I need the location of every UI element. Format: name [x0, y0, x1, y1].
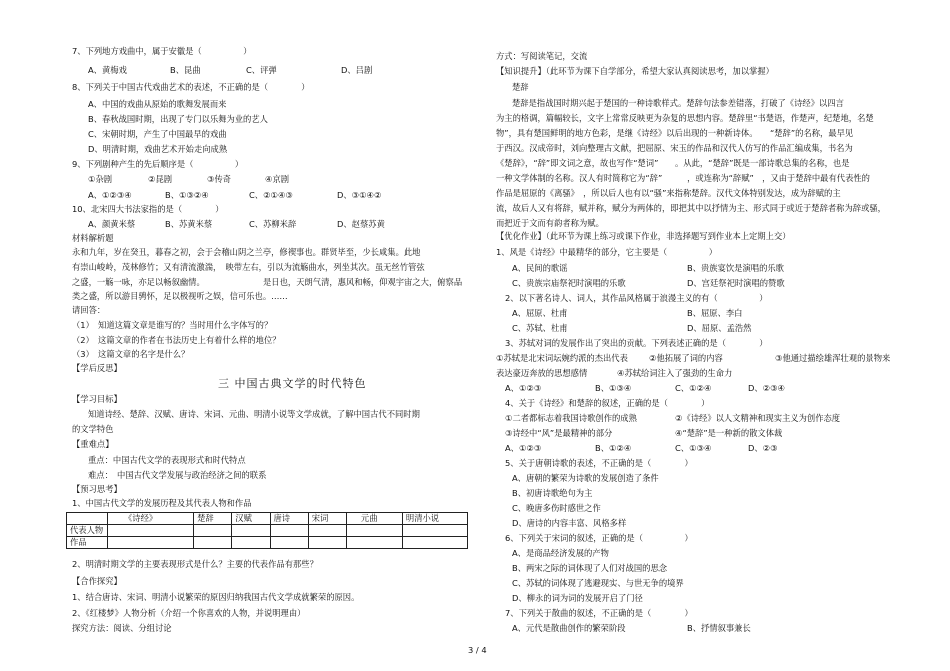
option-d: D、②③ — [748, 443, 778, 453]
option-a: A、元代是散曲创作的繁荣阶段 — [512, 623, 626, 633]
statement: ③他通过描绘雄浑壮观的景物来 — [775, 353, 891, 363]
option-b: B、①③④ — [595, 383, 632, 393]
prep-heading: 【预习思考】 — [72, 484, 122, 494]
table-cell[interactable] — [108, 537, 194, 549]
statement: ①二者都标志着我国诗歌创作的成熟 — [505, 413, 637, 423]
literature-table — [66, 512, 468, 549]
key-heading: 【重难点】 — [72, 439, 114, 449]
option-a: A、颜黄米蔡 — [88, 219, 136, 229]
table-cell[interactable] — [232, 525, 270, 537]
passage-line: 作品是屈原的《离骚》 ，所以后人也有以“骚”来指称楚辞。汉代文体特别发达，成为辞赋的主 — [496, 188, 841, 198]
prep-line: 2、明清时期文学的主要表现形式是什么？主要的代表作品有那些？ — [72, 559, 318, 569]
sub-question: （2） 这篇文章的作者在书法历史上有着什么样的地位？ — [72, 335, 281, 345]
coop-line: 1、结合唐诗、宋词、明清小说繁荣的原因归纳我国古代文学成就繁荣的原因。 — [72, 592, 360, 602]
option-d: D、②③④ — [748, 383, 785, 393]
extension-heading: 【知识提升】（此环节为课下自学部分，希望大家认真阅读思考，加以掌握） — [496, 66, 774, 76]
question-7-stem: 7、下列关于散曲的叙述，不正确的是（ ） — [505, 608, 693, 618]
option-d: D、柳永的词为词的发展开启了门径 — [512, 593, 643, 603]
item: ④京剧 — [265, 174, 290, 184]
option-b: B、①②④ — [595, 443, 632, 453]
key-line: 重点：中国古代文学的表现形式和时代特点 — [88, 455, 246, 465]
passage-line: 为主的格调，篇幅较长，文字上常常反映更为杂复的思想内容。楚辞里“书楚语，作楚声，纪楚地，名楚 — [496, 113, 874, 123]
option-a: A、①②③ — [505, 383, 542, 393]
homework-heading: 【优化作业】（此环节为课上练习或课下作业，非选择题写到作业本上定期上交） — [496, 231, 791, 241]
table-cell: 楚辞 — [194, 513, 232, 525]
option-a: A、屈原、杜甫 — [512, 308, 568, 318]
table-cell[interactable] — [270, 537, 308, 549]
table-cell: 明清小说 — [402, 513, 467, 525]
table-cell[interactable] — [402, 525, 467, 537]
question-7-stem: 7、下列地方戏曲中，属于安徽是（ ） — [72, 46, 252, 56]
question-2-stem: 2、以下著名诗人、词人，其作品风格属于浪漫主义的有（ ） — [505, 293, 768, 303]
option-b: B、昆曲 — [170, 65, 201, 75]
goal-heading: 【学习目标】 — [72, 394, 122, 404]
question-8-stem: 8、下列关于中国古代戏曲艺术的表述，不正确的是（ ） — [72, 82, 310, 92]
passage-line: 《楚辞》，“辞”即文词之意，故也写作“楚词” 。从此，“楚辞”既是一部诗歌总集的名称，也是 — [496, 158, 850, 168]
option-b: B、春秋战国时期，出现了专门以乐舞为业的艺人 — [88, 114, 268, 124]
item: ①杂剧 — [88, 174, 113, 184]
material-heading: 材料解析题 — [72, 233, 114, 243]
reflect-heading: 【学后反思】 — [72, 363, 122, 373]
passage-line: 有崇山峻岭，茂林修竹；又有清流激湍， 映带左右，引以为流觞曲水，列坐其次。虽无丝竹管弦 — [72, 262, 425, 272]
page-number: 3 / 4 — [468, 645, 487, 655]
option-b: B、苏黄米蔡 — [165, 219, 213, 229]
passage-line: 之盛，一觞一咏，亦足以畅叙幽情。 — [72, 277, 205, 287]
option-c: C、①②④ — [675, 383, 712, 393]
table-cell[interactable] — [270, 525, 308, 537]
question-4-stem: 4、关于《诗经》和楚辞的叙述，正确的是（ ） — [505, 398, 710, 408]
option-c: C、苏轼、杜甫 — [512, 323, 568, 333]
table-cell — [67, 513, 108, 525]
option-c: C、评弹 — [246, 65, 277, 75]
sub-question: （3） 这篇文章的名字是什么？ — [72, 349, 190, 359]
option-b: B、屈原、李白 — [687, 308, 743, 318]
extension-title: 楚辞 — [512, 82, 529, 92]
passage-line: 一种文学体制的名称。汉人有时简称它为“辞” ，或连称为“辞赋” ，又由于楚辞中最有代表性的 — [496, 173, 870, 183]
sub-question: （1） 知道这篇文章是谁写的？当时用什么字体写的？ — [72, 320, 273, 330]
option-a: A、中国的戏曲从原始的歌舞发展而来 — [88, 99, 227, 109]
table-cell[interactable] — [308, 537, 346, 549]
table-cell[interactable] — [194, 525, 232, 537]
question-5-stem: 5、关于唐朝诗歌的表述，不正确的是（ ） — [505, 458, 693, 468]
passage-line: 于西汉。汉成帝时，刘向整理古文献，把屈原、宋玉的作品和汉代人仿写的作品汇编成集，书名为 — [496, 143, 853, 153]
option-a: A、是商品经济发展的产物 — [512, 548, 609, 558]
option-a: A、①②③ — [505, 443, 542, 453]
table-cell: 汉赋 — [232, 513, 270, 525]
statement: ①苏轼是北宋词坛婉约派的杰出代表 — [496, 353, 628, 363]
option-d: D、屈原、孟浩然 — [687, 323, 752, 333]
coop-line: 2、《红楼梦》人物分析（介绍一个你喜欢的人物，并说明理由） — [72, 608, 306, 618]
question-10-stem: 10、北宋四大书法家指的是（ ） — [72, 204, 224, 214]
table-cell[interactable] — [402, 537, 467, 549]
table-cell[interactable] — [346, 525, 402, 537]
table-cell: 代表人物 — [67, 525, 108, 537]
option-d: D、唐诗的内容丰富、风格多样 — [512, 518, 627, 528]
option-c: C、①③④ — [675, 443, 712, 453]
option-b: B、两宋之际的词体现了人们对战国的思念 — [512, 563, 668, 573]
question-9-stem: 9、下列剧种产生的先后顺序是（ ） — [72, 159, 244, 169]
mode-line: 方式：写阅读笔记，交流 — [496, 51, 588, 61]
goal-line: 的文学特色 — [72, 424, 114, 434]
option-a: A、①②③④ — [88, 190, 132, 200]
table-row — [67, 525, 468, 537]
passage-line: 物”，具有楚国鲜明的地方色彩，是继《诗经》以后出现的一种新诗体。 “楚辞”的名称，最早见 — [496, 128, 854, 138]
option-c: C、②①④③ — [249, 190, 293, 200]
table-cell: 宋词 — [308, 513, 346, 525]
option-a: A、黄梅戏 — [88, 65, 127, 75]
option-a: A、民间的歌谣 — [512, 263, 568, 273]
passage-line: 流，故后人又有将辞，赋并称，赋分为两体的，即把其中以抒情为主、形式同于或近于楚辞者称为辞或骚， — [496, 203, 886, 213]
table-cell: 元曲 — [346, 513, 402, 525]
option-d: D、赵蔡苏黄 — [337, 219, 385, 229]
option-d: D、明清时期，戏曲艺术开始走向成熟 — [88, 144, 228, 154]
question-6-stem: 6、下列关于宋词的叙述，正确的是（ ） — [505, 533, 693, 543]
section-title: 三 中国古典文学的时代特色 — [218, 377, 367, 390]
ask-label: 请回答： — [72, 305, 106, 315]
passage-line: 而把近于文而有韵者称为赋。 — [496, 218, 604, 228]
option-a: A、唐朝的繁荣为诗歌的发展创造了条件 — [512, 473, 659, 483]
option-b: B、抒情叙事兼长 — [687, 623, 751, 633]
statement: ②《诗经》以人文精神和现实主义为创作态度 — [675, 413, 841, 423]
statement: ③诗经中“风”是最精神的部分 — [505, 428, 613, 438]
coop-heading: 【合作探究】 — [72, 576, 122, 586]
table-cell[interactable] — [108, 525, 194, 537]
item: ②昆剧 — [148, 174, 173, 184]
option-d: D、③①④② — [337, 190, 382, 200]
option-c: C、苏柳米辞 — [249, 219, 297, 229]
option-b: B、贵族宴饮是演唱的乐歌 — [687, 263, 784, 273]
table-row — [67, 513, 468, 525]
option-d: D、宫廷祭祀时演唱的赞歌 — [687, 278, 785, 288]
option-b: B、初唐诗歌绝句为主 — [512, 488, 593, 498]
table-cell[interactable] — [346, 537, 402, 549]
table-cell: 作品 — [67, 537, 108, 549]
method-line: 探究方法：阅读、分组讨论 — [72, 623, 172, 633]
table-cell[interactable] — [308, 525, 346, 537]
statement: ④“楚辞”是一种新的散文体裁 — [675, 428, 783, 438]
table-cell[interactable] — [194, 537, 232, 549]
option-c: C、晚唐多伤时感世之作 — [512, 503, 601, 513]
question-3-stem: 3、苏轼对词的发展作出了突出的贡献。下列表述正确的是（ ） — [505, 338, 768, 348]
passage-line: 楚辞是指战国时期兴起于楚国的一种诗歌样式。楚辞句法参差错落，打破了《诗经》以四言 — [512, 98, 844, 108]
statement: ④苏轼给词注入了强劲的生命力 — [617, 368, 733, 378]
option-c: C、贵族宗庙祭祀时演唱的乐歌 — [512, 278, 626, 288]
passage-line: 是日也，天朗气清，惠风和畅，仰观宇宙之大，俯察品 — [263, 277, 463, 287]
passage-line: 永和九年，岁在癸丑，暮春之初，会于会稽山阴之兰亭，修禊事也。群贤毕至，少长咸集。此地 — [72, 247, 421, 257]
option-c: C、苏轼的词体现了逃避现实、与世无争的境界 — [512, 578, 684, 588]
table-cell[interactable] — [232, 537, 270, 549]
option-b: B、①③②④ — [165, 190, 209, 200]
prep-line: 1、中国古代文学的发展历程及其代表人物和作品 — [72, 498, 252, 508]
question-1-stem: 1、风是《诗经》中最精华的部分，它主要是（ ） — [496, 247, 717, 257]
option-c: C、宋朝时期，产生了中国最早的戏曲 — [88, 129, 227, 139]
goal-line: 知道诗经、楚辞、汉赋、唐诗、宋词、元曲、明清小说等文学成就，了解中国古代不同时期 — [88, 409, 420, 419]
table-cell: 唐诗 — [270, 513, 308, 525]
table-row — [67, 537, 468, 549]
option-d: D、吕剧 — [341, 65, 373, 75]
statement: ②他拓展了词的内容 — [649, 353, 723, 363]
key-line: 难点： 中国古代文学发展与政治经济之间的联系 — [88, 470, 267, 480]
passage-line: 类之盛，所以游目骋怀，足以极视听之娱，信可乐也。…… — [72, 291, 288, 301]
statement: 表达豪迈奔放的思想感情 — [496, 368, 588, 378]
item: ③传奇 — [207, 174, 232, 184]
table-cell: 《诗经》 — [108, 513, 194, 525]
